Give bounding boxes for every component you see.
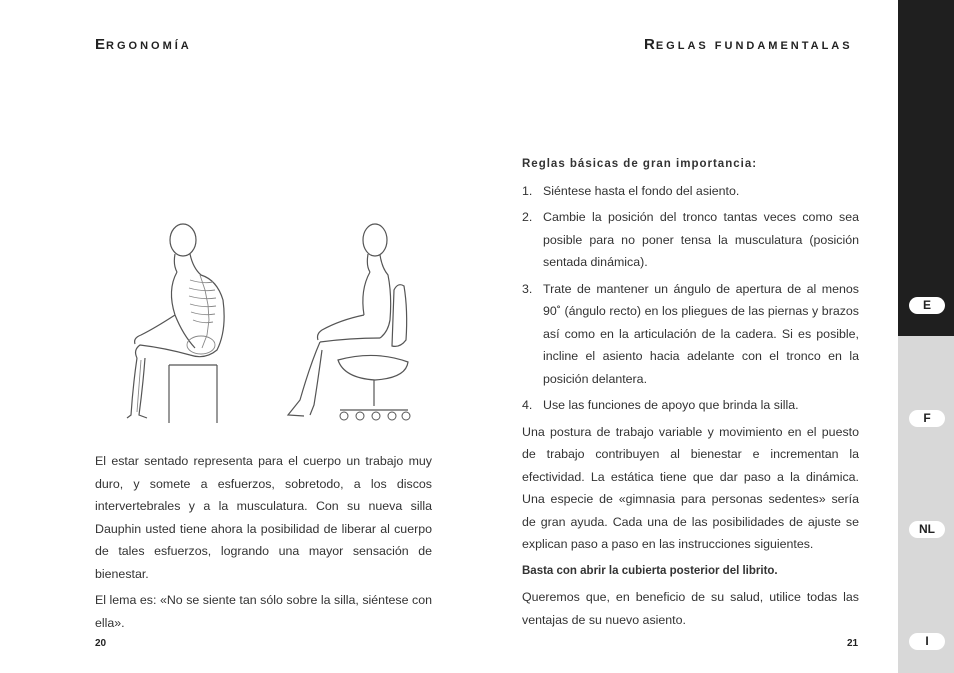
page-title-right (644, 36, 853, 53)
paragraph: El estar sentado representa para el cuerpo un trabajo muy duro, y somete a esfuerzos, sobretodo, a los discos intervertebrales y a la musculatura. Con su nueva silla Dauphin usted tiene ahora la posibilidad de liberar al cuerpo de tales esfuerzos, logrando una mayor sensación de bienestar. (95, 454, 432, 581)
language-tab-e[interactable]: E (909, 297, 945, 314)
list-number: 4. (522, 398, 533, 412)
list-number: 3. (522, 281, 533, 296)
title-initial: E (95, 36, 107, 53)
language-tab-f[interactable]: F (909, 410, 945, 427)
paragraph: Queremos que, en beneficio de su salud, utilice todas las ventajas de su nuevo asiento. (522, 590, 859, 627)
list-item (522, 180, 859, 203)
list-text: Siéntese hasta el fondo del asiento. (543, 183, 740, 198)
list-item (522, 278, 859, 391)
language-tab-bar-active (898, 0, 954, 336)
language-tab-i[interactable]: I (909, 633, 945, 650)
language-tab-bar (898, 336, 954, 673)
list-text: Trate de mantener un ángulo de apertura de al menos 90˚ (ángulo recto) en los pliegues de las piernas y brazos así como en la articulación de la cadera. Si es posible, incline el asiento hacia adelante con el tronco en la posición delantera. (543, 281, 859, 386)
title-rest: RGONOMÍA (106, 40, 192, 52)
left-column-text (95, 450, 432, 638)
language-tab-nl[interactable]: NL (909, 521, 945, 538)
page-number-left: 20 (95, 638, 107, 649)
rules-list (522, 180, 859, 417)
list-text: Use las funciones de apoyo que brinda la silla. (543, 398, 799, 412)
title-initial: R (644, 36, 656, 53)
page-number-right: 21 (847, 638, 859, 649)
list-number: 1. (522, 183, 533, 198)
list-item (522, 394, 859, 417)
paragraph: El lema es: «No se siente tan sólo sobre la silla, siéntese con ella». (95, 593, 432, 630)
section-title: Reglas básicas de gran importancia: (522, 158, 758, 170)
bold-instruction: Basta con abrir la cubierta posterior del librito. (522, 564, 778, 577)
page-title-left (95, 36, 192, 53)
skeleton-sitting-illustration (105, 220, 235, 425)
paragraph: Una postura de trabajo variable y movimiento en el puesto de trabajo contribuyen al bienestar e incrementan la efectividad. La estática tiene que dar paso a la dinámica. Una especie de «gimnasia para personas sedentes» sería de gran ayuda. Cada una de las posibilidades de ajuste se explican paso a paso en las instrucciones siguientes. (522, 424, 859, 551)
office-chair-sitting-illustration (280, 220, 440, 425)
list-number: 2. (522, 210, 533, 224)
right-column-text (522, 153, 859, 635)
title-rest: EGLAS FUNDAMENTALAS (655, 40, 853, 52)
list-text: Cambie la posición del tronco tantas veces como sea posible para no poner tensa la musculatura (posición sentada dinámica). (543, 210, 859, 269)
list-item (522, 206, 859, 274)
